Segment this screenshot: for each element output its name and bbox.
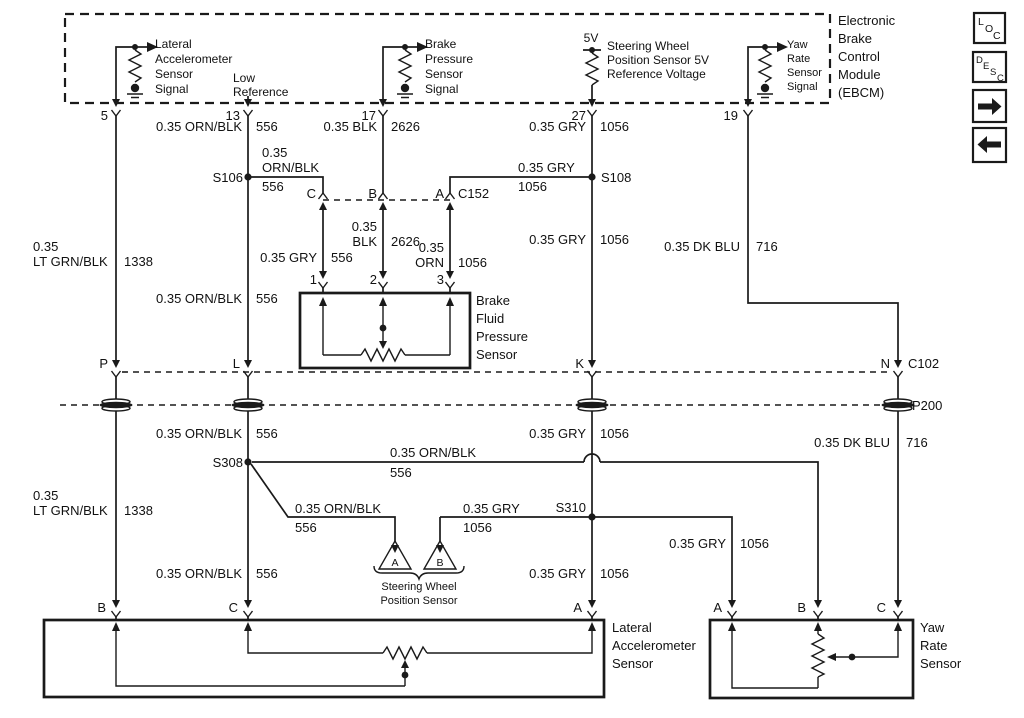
circuit-number: 716 xyxy=(906,435,928,450)
circuit-number: 1056 xyxy=(600,426,629,441)
ground-icon xyxy=(397,94,413,98)
desc-button[interactable] xyxy=(973,52,1006,84)
pin-number: 2 xyxy=(369,272,377,287)
pin-letter: A xyxy=(391,557,399,569)
loc-button[interactable] xyxy=(974,13,1005,43)
sensor-name: Sensor xyxy=(476,347,518,362)
desc-letter: D xyxy=(976,55,983,66)
wiper-arrow-icon xyxy=(827,653,836,661)
pin-letter: C xyxy=(228,600,238,615)
sensor-name: Position Sensor xyxy=(380,595,458,607)
splice-dot xyxy=(588,173,595,180)
circuit-number: 1056 xyxy=(600,119,629,134)
lateral-signal-circuit xyxy=(116,42,158,99)
circuit-number: 2626 xyxy=(391,119,420,134)
grommet-icon xyxy=(100,399,133,411)
wire-spec-label: 0.35 ORN/BLK xyxy=(295,501,381,516)
signal-name: Position Sensor 5V xyxy=(607,53,710,67)
splice-dot xyxy=(588,513,595,520)
signal-name: Low xyxy=(233,71,256,85)
signal-name: Sensor xyxy=(787,67,822,79)
wire-spec-label: 0.35 ORN/BLK xyxy=(156,566,242,581)
grommet-icon xyxy=(882,399,915,411)
sensor-outline xyxy=(710,620,913,698)
wire-spec-label: 0.35 BLK xyxy=(323,119,377,134)
resistor-icon xyxy=(812,634,824,677)
circuit-number: 556 xyxy=(256,291,278,306)
wire-spec-label: 0.35 GRY xyxy=(529,119,586,134)
wire-spec-label: 0.35 ORN/BLK xyxy=(156,119,242,134)
pin-letter: A xyxy=(435,186,444,201)
pin-letter: A xyxy=(713,600,722,615)
wire-spec-label: 0.35 ORN/BLK xyxy=(390,445,476,460)
resistor-icon xyxy=(759,50,771,82)
circuit-number: 556 xyxy=(256,426,278,441)
wire-spec-label: 0.35 GRY xyxy=(518,160,575,175)
forward-button[interactable] xyxy=(973,90,1006,122)
desc-letter: E xyxy=(983,61,990,72)
module-name: Module xyxy=(838,67,881,82)
signal-name: Lateral xyxy=(155,37,192,51)
resistor-icon xyxy=(586,53,598,85)
ground-icon xyxy=(127,94,143,98)
nav-buttons xyxy=(973,13,1006,162)
signal-name: Yaw xyxy=(787,39,808,51)
pin-letter: B xyxy=(797,600,806,615)
wire-spec-label: 0.35 ORN/BLK xyxy=(156,291,242,306)
wire-spec-label: BLK xyxy=(352,234,377,249)
loc-letter: O xyxy=(985,23,994,35)
sensor-name: Yaw xyxy=(920,620,945,635)
pin-letter: C xyxy=(876,600,886,615)
splice-dot xyxy=(244,173,251,180)
wire-spec-label: LT GRN/BLK xyxy=(33,503,108,518)
module-name: (EBCM) xyxy=(838,85,885,100)
pin-number: 5 xyxy=(100,108,108,123)
wire-spec-label: 0.35 GRY xyxy=(529,566,586,581)
brake-fluid-pressure-sensor xyxy=(300,271,528,368)
splice-id: S310 xyxy=(555,500,586,515)
wire-spec-label: 0.35 DK BLU xyxy=(814,435,890,450)
yaw-signal-circuit xyxy=(748,42,788,99)
circuit-number: 1056 xyxy=(458,255,487,270)
pin-letter: P xyxy=(99,356,108,371)
signal-name: Signal xyxy=(425,82,459,96)
pin-letter: K xyxy=(575,356,584,371)
wire-spec-label: 0.35 GRY xyxy=(529,426,586,441)
signal-name: Sensor xyxy=(155,67,194,81)
sensor-name: Accelerometer xyxy=(612,638,696,653)
wire-spec-label: 0.35 GRY xyxy=(463,501,520,516)
grommet-icon xyxy=(232,399,265,411)
steering-wheel-position-sensor xyxy=(374,541,464,607)
connector-id: P200 xyxy=(912,398,943,413)
circuit-number: 716 xyxy=(756,239,778,254)
wire-spec-label: 0.35 xyxy=(262,145,288,160)
circuit-number: 1056 xyxy=(463,520,492,535)
pin-number: 17 xyxy=(361,108,376,123)
splice-id: S308 xyxy=(212,455,243,470)
wire-spec-label: ORN xyxy=(415,255,444,270)
wire-spec-label: 0.35 xyxy=(33,488,59,503)
signal-name: Steering Wheel xyxy=(607,39,690,53)
resistor-icon xyxy=(129,50,141,82)
circuit-number: 2626 xyxy=(391,234,420,249)
wiper-arrow-icon xyxy=(401,660,409,668)
brace-icon xyxy=(374,566,464,579)
signal-name: Signal xyxy=(155,82,189,96)
module-name: Brake xyxy=(838,31,872,46)
wire-spec-label: 0.35 GRY xyxy=(260,250,317,265)
circuit-number: 1056 xyxy=(600,566,629,581)
desc-letter: S xyxy=(990,67,997,78)
pin-letter: C xyxy=(306,186,316,201)
connector-c152 xyxy=(307,186,489,210)
pin-letter: N xyxy=(880,356,890,371)
signal-name: Accelerometer xyxy=(155,52,233,66)
module-name: Electronic xyxy=(838,13,896,28)
pin-letter: L xyxy=(232,356,240,371)
loc-letter: C xyxy=(993,30,1001,42)
module-name: Control xyxy=(838,49,880,64)
pin-letter: B xyxy=(97,600,106,615)
yaw-rate-sensor xyxy=(710,600,962,698)
circuit-number: 556 xyxy=(390,465,412,480)
wire-spec-label: 0.35 xyxy=(33,239,59,254)
grommet-p200-row xyxy=(60,398,942,413)
pin-letter: B xyxy=(368,186,377,201)
circuit-number: 556 xyxy=(256,119,278,134)
resistor-icon xyxy=(361,349,405,361)
connector-id: C152 xyxy=(458,186,490,201)
sensor-name: Rate xyxy=(920,638,948,653)
signal-name: Signal xyxy=(787,81,818,93)
sensor-name: Fluid xyxy=(476,311,505,326)
brake-signal-circuit xyxy=(383,42,428,99)
pin-number: 27 xyxy=(571,108,586,123)
wiper-arrow-icon xyxy=(379,341,387,349)
pin-number: 3 xyxy=(436,272,444,287)
circuit-number: 1056 xyxy=(518,179,547,194)
wire-spec-label: 0.35 DK BLU xyxy=(664,239,740,254)
back-button[interactable] xyxy=(973,128,1006,162)
splice-id: S106 xyxy=(212,170,243,185)
sensor-name: Sensor xyxy=(920,656,962,671)
circuit-number: 1056 xyxy=(740,536,769,551)
pin-letter: A xyxy=(573,600,582,615)
resistor-icon xyxy=(383,647,427,659)
steering-reference-circuit xyxy=(583,47,601,99)
wire-spec-label: 0.35 ORN/BLK xyxy=(156,426,242,441)
signal-name: Reference xyxy=(233,85,289,99)
splice-id: S108 xyxy=(601,170,632,185)
resistor-icon xyxy=(399,50,411,82)
wire-spec-label: 0.35 GRY xyxy=(669,536,726,551)
signal-name: Reference Voltage xyxy=(607,67,706,81)
circuit-number: 1056 xyxy=(600,232,629,247)
sensor-name: Pressure xyxy=(476,329,529,344)
signal-name: Brake xyxy=(425,37,457,51)
pin-number: 19 xyxy=(723,108,738,123)
signal-name: Sensor xyxy=(425,67,464,81)
wire-spec-label: LT GRN/BLK xyxy=(33,254,108,269)
wire-spec-label: 0.35 GRY xyxy=(529,232,586,247)
ebcm-module xyxy=(65,13,896,123)
circuit-number: 556 xyxy=(331,250,353,265)
desc-letter: C xyxy=(997,73,1004,84)
circuit-number: 556 xyxy=(256,566,278,581)
pin-number: 1 xyxy=(309,272,317,287)
circuit-number: 556 xyxy=(295,520,317,535)
lateral-accelerometer-sensor xyxy=(44,600,696,697)
pin-letter: B xyxy=(436,557,444,569)
circuit-number: 556 xyxy=(262,179,284,194)
ground-icon xyxy=(757,94,773,98)
circuit-number: 1338 xyxy=(124,503,153,518)
sensor-name: Lateral xyxy=(612,620,652,635)
signal-name: Pressure xyxy=(425,52,474,66)
sensor-name: Brake xyxy=(476,293,510,308)
wire-spec-label: 0.35 xyxy=(351,219,377,234)
grommet-icon xyxy=(576,399,609,411)
supply-voltage-label: 5V xyxy=(583,31,599,45)
sensor-name: Sensor xyxy=(612,656,654,671)
pin-number: 13 xyxy=(225,108,240,123)
wire-spec-label: 0.35 xyxy=(418,240,444,255)
connector-id: C102 xyxy=(908,356,940,371)
circuit-number: 1338 xyxy=(124,254,153,269)
signal-name: Rate xyxy=(787,53,811,65)
connector-c102-row xyxy=(99,356,939,377)
loc-letter: L xyxy=(978,16,984,28)
sensor-name: Steering Wheel xyxy=(381,581,457,593)
wire-spec-label: ORN/BLK xyxy=(262,160,320,175)
